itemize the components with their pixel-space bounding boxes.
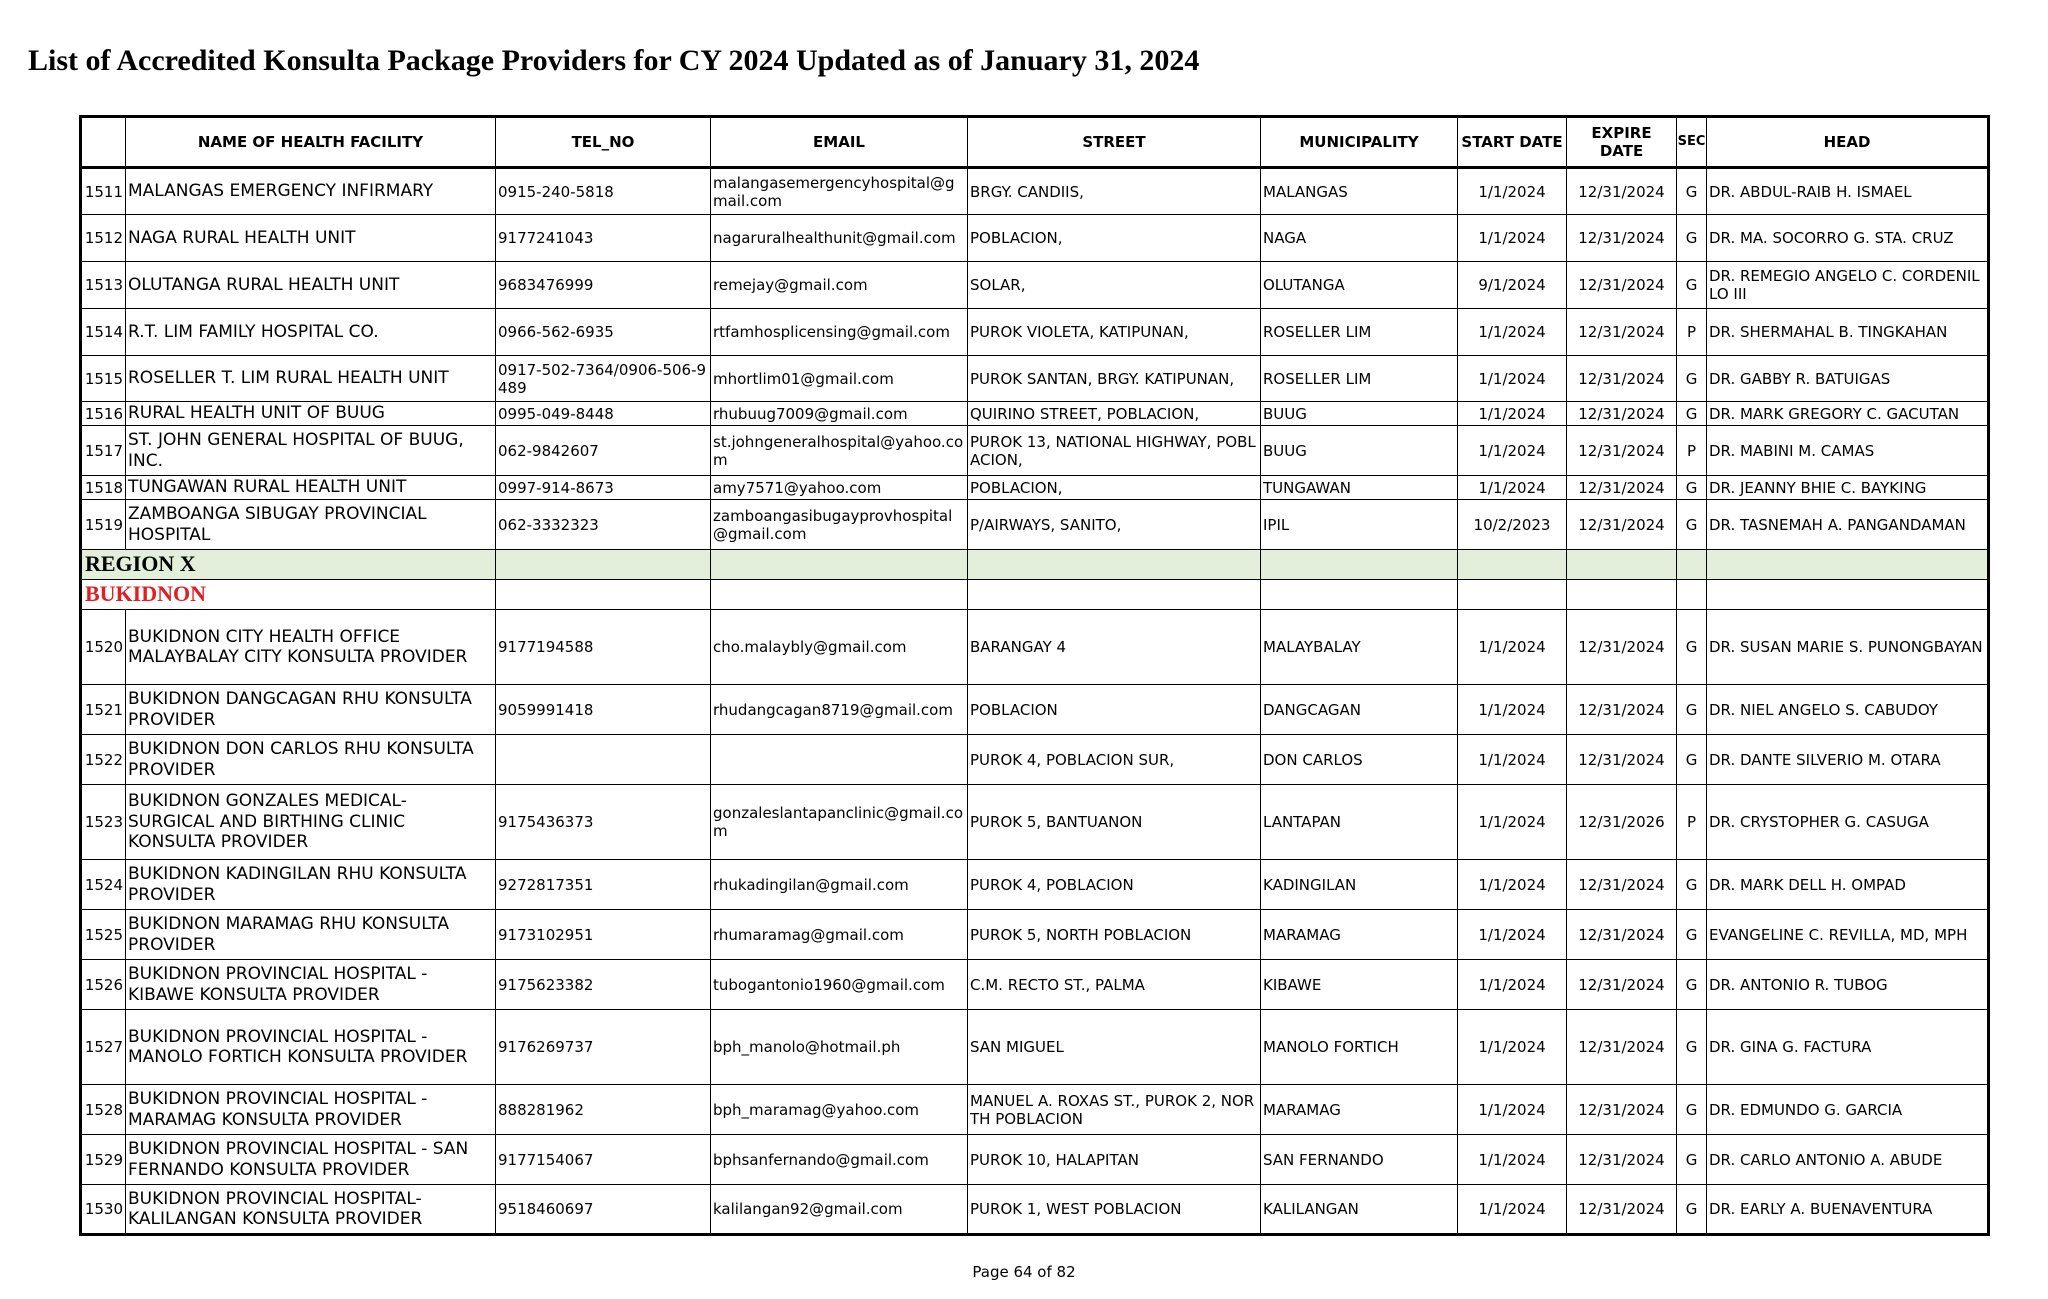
cell-name: BUKIDNON PROVINCIAL HOSPITAL- KALILANGAN KONSULTA PROVIDER	[126, 1185, 496, 1235]
cell-name: BUKIDNON DANGCAGAN RHU KONSULTA PROVIDER	[126, 685, 496, 735]
cell-expire: 12/31/2024	[1567, 500, 1677, 550]
cell-tel: 9177194588	[496, 610, 711, 685]
cell-num: 1523	[81, 785, 126, 860]
cell-street: PUROK 4, POBLACION SUR,	[968, 735, 1261, 785]
cell-municipality: IPIL	[1261, 500, 1458, 550]
cell-sec: G	[1677, 356, 1707, 402]
cell-head: EVANGELINE C. REVILLA, MD, MPH	[1707, 910, 1989, 960]
cell-num: 1517	[81, 426, 126, 476]
cell-street: PUROK 1, WEST POBLACION	[968, 1185, 1261, 1235]
table-row	[81, 1185, 1989, 1235]
cell-tel: 9175623382	[496, 960, 711, 1010]
cell-tel: 9272817351	[496, 860, 711, 910]
cell-expire: 12/31/2024	[1567, 262, 1677, 309]
providers-table	[79, 115, 1990, 1236]
cell-tel: 062-3332323	[496, 500, 711, 550]
cell-name: BUKIDNON PROVINCIAL HOSPITAL - SAN FERNANDO KONSULTA PROVIDER	[126, 1135, 496, 1185]
cell-name: ST. JOHN GENERAL HOSPITAL OF BUUG, INC.	[126, 426, 496, 476]
cell-expire: 12/31/2024	[1567, 735, 1677, 785]
cell-start: 1/1/2024	[1458, 735, 1567, 785]
empty-cell	[1261, 550, 1458, 580]
cell-street: PUROK SANTAN, BRGY. KATIPUNAN,	[968, 356, 1261, 402]
cell-street: BARANGAY 4	[968, 610, 1261, 685]
cell-tel: 9175436373	[496, 785, 711, 860]
cell-sec: G	[1677, 402, 1707, 426]
empty-cell	[1458, 580, 1567, 610]
cell-expire: 12/31/2024	[1567, 168, 1677, 215]
cell-sec: P	[1677, 785, 1707, 860]
cell-head: DR. EDMUNDO G. GARCIA	[1707, 1085, 1989, 1135]
cell-municipality: DON CARLOS	[1261, 735, 1458, 785]
cell-head: DR. CRYSTOPHER G. CASUGA	[1707, 785, 1989, 860]
cell-email: cho.malaybly@gmail.com	[711, 610, 968, 685]
table-row	[81, 910, 1989, 960]
cell-expire: 12/31/2024	[1567, 860, 1677, 910]
cell-email: zamboangasibugayprovhospital@gmail.com	[711, 500, 968, 550]
cell-start: 1/1/2024	[1458, 1135, 1567, 1185]
page-footer: Page 64 of 82	[972, 1263, 1076, 1281]
cell-street: PUROK VIOLETA, KATIPUNAN,	[968, 309, 1261, 356]
empty-cell	[1707, 580, 1989, 610]
empty-cell	[1677, 580, 1707, 610]
cell-sec: G	[1677, 1185, 1707, 1235]
cell-municipality: NAGA	[1261, 215, 1458, 262]
cell-num: 1512	[81, 215, 126, 262]
cell-start: 1/1/2024	[1458, 309, 1567, 356]
cell-head: DR. ABDUL-RAIB H. ISMAEL	[1707, 168, 1989, 215]
header-street: STREET	[968, 117, 1261, 168]
cell-name: ROSELLER T. LIM RURAL HEALTH UNIT	[126, 356, 496, 402]
cell-email: nagaruralhealthunit@gmail.com	[711, 215, 968, 262]
region-header-row	[81, 550, 1989, 580]
cell-sec: G	[1677, 960, 1707, 1010]
empty-cell	[1567, 580, 1677, 610]
cell-num: 1529	[81, 1135, 126, 1185]
cell-expire: 12/31/2024	[1567, 356, 1677, 402]
table-row	[81, 500, 1989, 550]
cell-num: 1514	[81, 309, 126, 356]
cell-sec: G	[1677, 262, 1707, 309]
cell-sec: G	[1677, 1085, 1707, 1135]
cell-head: DR. MA. SOCORRO G. STA. CRUZ	[1707, 215, 1989, 262]
table-row	[81, 735, 1989, 785]
cell-start: 1/1/2024	[1458, 960, 1567, 1010]
cell-sec: P	[1677, 426, 1707, 476]
cell-sec: G	[1677, 168, 1707, 215]
cell-street: P/AIRWAYS, SANITO,	[968, 500, 1261, 550]
table-row	[81, 610, 1989, 685]
cell-municipality: BUUG	[1261, 402, 1458, 426]
cell-head: DR. CARLO ANTONIO A. ABUDE	[1707, 1135, 1989, 1185]
cell-municipality: ROSELLER LIM	[1261, 309, 1458, 356]
cell-sec: G	[1677, 476, 1707, 500]
cell-municipality: DANGCAGAN	[1261, 685, 1458, 735]
cell-street: PUROK 5, BANTUANON	[968, 785, 1261, 860]
cell-street: SOLAR,	[968, 262, 1261, 309]
cell-sec: G	[1677, 500, 1707, 550]
cell-street: POBLACION,	[968, 215, 1261, 262]
cell-email: gonzaleslantapanclinic@gmail.com	[711, 785, 968, 860]
cell-street: SAN MIGUEL	[968, 1010, 1261, 1085]
cell-email: tubogantonio1960@gmail.com	[711, 960, 968, 1010]
cell-tel: 062-9842607	[496, 426, 711, 476]
cell-head: DR. JEANNY BHIE C. BAYKING	[1707, 476, 1989, 500]
empty-cell	[1707, 550, 1989, 580]
cell-street: PUROK 10, HALAPITAN	[968, 1135, 1261, 1185]
cell-tel: 0915-240-5818	[496, 168, 711, 215]
cell-email: bph_manolo@hotmail.ph	[711, 1010, 968, 1085]
cell-num: 1522	[81, 735, 126, 785]
header-sec: SEC	[1677, 117, 1707, 168]
table-row	[81, 262, 1989, 309]
cell-expire: 12/31/2024	[1567, 960, 1677, 1010]
header-tel: TEL_NO	[496, 117, 711, 168]
table-row	[81, 860, 1989, 910]
cell-street: POBLACION,	[968, 476, 1261, 500]
cell-head: DR. SHERMAHAL B. TINGKAHAN	[1707, 309, 1989, 356]
cell-tel: 9176269737	[496, 1010, 711, 1085]
cell-head: DR. REMEGIO ANGELO C. CORDENILLO III	[1707, 262, 1989, 309]
cell-start: 1/1/2024	[1458, 685, 1567, 735]
header-municipality: MUNICIPALITY	[1261, 117, 1458, 168]
cell-head: DR. DANTE SILVERIO M. OTARA	[1707, 735, 1989, 785]
cell-start: 1/1/2024	[1458, 1010, 1567, 1085]
cell-start: 1/1/2024	[1458, 426, 1567, 476]
header-num	[81, 117, 126, 168]
cell-num: 1520	[81, 610, 126, 685]
header-head: HEAD	[1707, 117, 1989, 168]
cell-start: 1/1/2024	[1458, 1085, 1567, 1135]
cell-head: DR. EARLY A. BUENAVENTURA	[1707, 1185, 1989, 1235]
cell-street: MANUEL A. ROXAS ST., PUROK 2, NORTH POBLACION	[968, 1085, 1261, 1135]
cell-num: 1519	[81, 500, 126, 550]
header-email: EMAIL	[711, 117, 968, 168]
cell-name: BUKIDNON PROVINCIAL HOSPITAL - MARAMAG KONSULTA PROVIDER	[126, 1085, 496, 1135]
cell-sec: G	[1677, 685, 1707, 735]
cell-name: OLUTANGA RURAL HEALTH UNIT	[126, 262, 496, 309]
table-row	[81, 1085, 1989, 1135]
cell-name: BUKIDNON CITY HEALTH OFFICE MALAYBALAY CITY KONSULTA PROVIDER	[126, 610, 496, 685]
empty-cell	[711, 580, 968, 610]
cell-num: 1518	[81, 476, 126, 500]
cell-expire: 12/31/2024	[1567, 910, 1677, 960]
cell-name: BUKIDNON PROVINCIAL HOSPITAL - MANOLO FORTICH KONSULTA PROVIDER	[126, 1010, 496, 1085]
empty-cell	[496, 550, 711, 580]
cell-head: DR. MARK DELL H. OMPAD	[1707, 860, 1989, 910]
cell-name: R.T. LIM FAMILY HOSPITAL CO.	[126, 309, 496, 356]
cell-tel: 0997-914-8673	[496, 476, 711, 500]
cell-municipality: KALILANGAN	[1261, 1185, 1458, 1235]
empty-cell	[711, 550, 968, 580]
cell-name: BUKIDNON MARAMAG RHU KONSULTA PROVIDER	[126, 910, 496, 960]
cell-tel: 9177154067	[496, 1135, 711, 1185]
cell-email: bphsanfernando@gmail.com	[711, 1135, 968, 1185]
table-row	[81, 476, 1989, 500]
cell-name: ZAMBOANGA SIBUGAY PROVINCIAL HOSPITAL	[126, 500, 496, 550]
cell-municipality: KADINGILAN	[1261, 860, 1458, 910]
table-row	[81, 309, 1989, 356]
cell-num: 1525	[81, 910, 126, 960]
cell-tel: 0995-049-8448	[496, 402, 711, 426]
cell-expire: 12/31/2024	[1567, 1135, 1677, 1185]
cell-start: 1/1/2024	[1458, 476, 1567, 500]
cell-head: DR. ANTONIO R. TUBOG	[1707, 960, 1989, 1010]
header-row	[81, 117, 1989, 168]
cell-num: 1530	[81, 1185, 126, 1235]
cell-expire: 12/31/2024	[1567, 1010, 1677, 1085]
cell-municipality: SAN FERNANDO	[1261, 1135, 1458, 1185]
cell-num: 1524	[81, 860, 126, 910]
cell-expire: 12/31/2024	[1567, 402, 1677, 426]
cell-start: 1/1/2024	[1458, 610, 1567, 685]
cell-name: RURAL HEALTH UNIT OF BUUG	[126, 402, 496, 426]
cell-sec: G	[1677, 1135, 1707, 1185]
cell-start: 1/1/2024	[1458, 860, 1567, 910]
cell-start: 1/1/2024	[1458, 1185, 1567, 1235]
cell-head: DR. TASNEMAH A. PANGANDAMAN	[1707, 500, 1989, 550]
cell-start: 1/1/2024	[1458, 785, 1567, 860]
cell-num: 1511	[81, 168, 126, 215]
table-row	[81, 1010, 1989, 1085]
table-row	[81, 785, 1989, 860]
cell-tel: 0966-562-6935	[496, 309, 711, 356]
table-row	[81, 960, 1989, 1010]
cell-street: POBLACION	[968, 685, 1261, 735]
cell-head: DR. MABINI M. CAMAS	[1707, 426, 1989, 476]
cell-street: C.M. RECTO ST., PALMA	[968, 960, 1261, 1010]
cell-email: malangasemergencyhospital@gmail.com	[711, 168, 968, 215]
empty-cell	[1567, 550, 1677, 580]
empty-cell	[1677, 550, 1707, 580]
document-title: List of Accredited Konsulta Package Providers for CY 2024 Updated as of January 31, 2024	[28, 44, 1200, 77]
cell-sec: G	[1677, 215, 1707, 262]
cell-head: DR. GABBY R. BATUIGAS	[1707, 356, 1989, 402]
header-name: NAME OF HEALTH FACILITY	[126, 117, 496, 168]
cell-municipality: MALAYBALAY	[1261, 610, 1458, 685]
cell-municipality: MALANGAS	[1261, 168, 1458, 215]
cell-email: rhudangcagan8719@gmail.com	[711, 685, 968, 735]
cell-num: 1528	[81, 1085, 126, 1135]
cell-expire: 12/31/2024	[1567, 476, 1677, 500]
cell-sec: G	[1677, 735, 1707, 785]
cell-email: remejay@gmail.com	[711, 262, 968, 309]
cell-name: NAGA RURAL HEALTH UNIT	[126, 215, 496, 262]
cell-street: PUROK 5, NORTH POBLACION	[968, 910, 1261, 960]
cell-email: st.johngeneralhospital@yahoo.com	[711, 426, 968, 476]
cell-email: kalilangan92@gmail.com	[711, 1185, 968, 1235]
cell-name: TUNGAWAN RURAL HEALTH UNIT	[126, 476, 496, 500]
cell-start: 1/1/2024	[1458, 215, 1567, 262]
region-label: REGION X	[81, 550, 496, 580]
cell-start: 9/1/2024	[1458, 262, 1567, 309]
cell-head: DR. GINA G. FACTURA	[1707, 1010, 1989, 1085]
table-row	[81, 215, 1989, 262]
empty-cell	[1261, 580, 1458, 610]
cell-sec: P	[1677, 309, 1707, 356]
cell-expire: 12/31/2024	[1567, 215, 1677, 262]
cell-municipality: BUUG	[1261, 426, 1458, 476]
table-row	[81, 685, 1989, 735]
cell-street: QUIRINO STREET, POBLACION,	[968, 402, 1261, 426]
cell-street: PUROK 13, NATIONAL HIGHWAY, POBLACION,	[968, 426, 1261, 476]
province-header-row	[81, 580, 1989, 610]
cell-email: mhortlim01@gmail.com	[711, 356, 968, 402]
cell-municipality: MARAMAG	[1261, 910, 1458, 960]
empty-cell	[496, 580, 711, 610]
cell-municipality: TUNGAWAN	[1261, 476, 1458, 500]
cell-email: rhukadingilan@gmail.com	[711, 860, 968, 910]
cell-municipality: LANTAPAN	[1261, 785, 1458, 860]
cell-expire: 12/31/2026	[1567, 785, 1677, 860]
cell-email: bph_maramag@yahoo.com	[711, 1085, 968, 1135]
cell-street: PUROK 4, POBLACION	[968, 860, 1261, 910]
table-row	[81, 1135, 1989, 1185]
cell-municipality: KIBAWE	[1261, 960, 1458, 1010]
cell-email: rhubuug7009@gmail.com	[711, 402, 968, 426]
cell-head: DR. NIEL ANGELO S. CABUDOY	[1707, 685, 1989, 735]
cell-municipality: MANOLO FORTICH	[1261, 1010, 1458, 1085]
table-row	[81, 168, 1989, 215]
cell-num: 1527	[81, 1010, 126, 1085]
province-label: BUKIDNON	[81, 580, 496, 610]
cell-tel: 0917-502-7364/0906-506-9489	[496, 356, 711, 402]
cell-start: 1/1/2024	[1458, 402, 1567, 426]
cell-num: 1526	[81, 960, 126, 1010]
cell-tel: 9173102951	[496, 910, 711, 960]
cell-expire: 12/31/2024	[1567, 1185, 1677, 1235]
cell-name: BUKIDNON PROVINCIAL HOSPITAL - KIBAWE KONSULTA PROVIDER	[126, 960, 496, 1010]
cell-start: 10/2/2023	[1458, 500, 1567, 550]
cell-municipality: OLUTANGA	[1261, 262, 1458, 309]
table-row	[81, 402, 1989, 426]
cell-tel: 9518460697	[496, 1185, 711, 1235]
cell-sec: G	[1677, 860, 1707, 910]
cell-expire: 12/31/2024	[1567, 309, 1677, 356]
cell-num: 1515	[81, 356, 126, 402]
cell-tel	[496, 735, 711, 785]
empty-cell	[968, 550, 1261, 580]
empty-cell	[968, 580, 1261, 610]
cell-expire: 12/31/2024	[1567, 1085, 1677, 1135]
header-start-date: START DATE	[1458, 117, 1567, 168]
cell-municipality: ROSELLER LIM	[1261, 356, 1458, 402]
cell-num: 1513	[81, 262, 126, 309]
cell-start: 1/1/2024	[1458, 168, 1567, 215]
cell-expire: 12/31/2024	[1567, 426, 1677, 476]
cell-tel: 9177241043	[496, 215, 711, 262]
cell-start: 1/1/2024	[1458, 356, 1567, 402]
cell-expire: 12/31/2024	[1567, 685, 1677, 735]
cell-municipality: MARAMAG	[1261, 1085, 1458, 1135]
table-body	[81, 168, 1989, 1235]
cell-start: 1/1/2024	[1458, 910, 1567, 960]
empty-cell	[1458, 550, 1567, 580]
header-expire-date: EXPIRE DATE	[1567, 117, 1677, 168]
cell-tel: 9059991418	[496, 685, 711, 735]
cell-name: BUKIDNON KADINGILAN RHU KONSULTA PROVIDER	[126, 860, 496, 910]
cell-sec: G	[1677, 1010, 1707, 1085]
table-row	[81, 356, 1989, 402]
table-row	[81, 426, 1989, 476]
cell-name: MALANGAS EMERGENCY INFIRMARY	[126, 168, 496, 215]
cell-expire: 12/31/2024	[1567, 610, 1677, 685]
cell-street: BRGY. CANDIIS,	[968, 168, 1261, 215]
cell-email	[711, 735, 968, 785]
cell-email: rhumaramag@gmail.com	[711, 910, 968, 960]
cell-email: rtfamhosplicensing@gmail.com	[711, 309, 968, 356]
cell-num: 1516	[81, 402, 126, 426]
cell-name: BUKIDNON DON CARLOS RHU KONSULTA PROVIDER	[126, 735, 496, 785]
cell-tel: 9683476999	[496, 262, 711, 309]
cell-sec: G	[1677, 910, 1707, 960]
cell-tel: 888281962	[496, 1085, 711, 1135]
cell-name: BUKIDNON GONZALES MEDICAL-SURGICAL AND BIRTHING CLINIC KONSULTA PROVIDER	[126, 785, 496, 860]
cell-head: DR. MARK GREGORY C. GACUTAN	[1707, 402, 1989, 426]
cell-head: DR. SUSAN MARIE S. PUNONGBAYAN	[1707, 610, 1989, 685]
cell-num: 1521	[81, 685, 126, 735]
cell-email: amy7571@yahoo.com	[711, 476, 968, 500]
cell-sec: G	[1677, 610, 1707, 685]
